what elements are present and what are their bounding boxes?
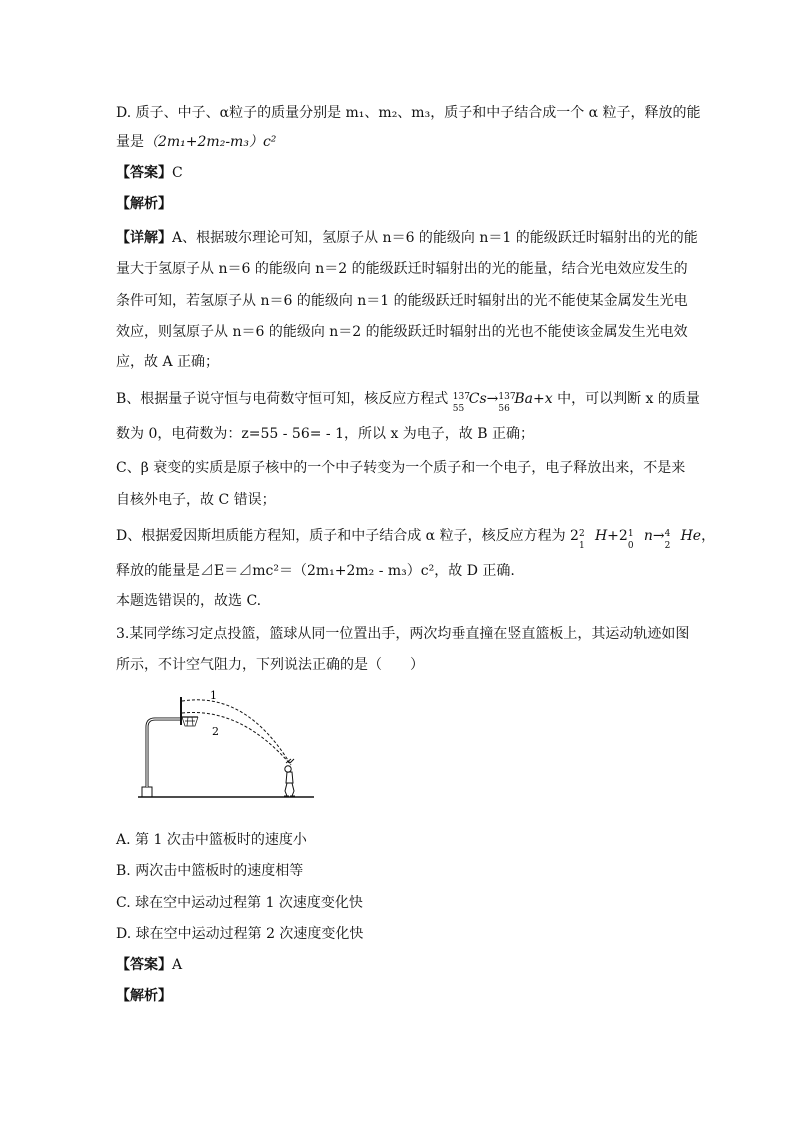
detail-a-line3: 条件可知，若氢原子从 n＝6 的能级向 n＝1 的能级跃迁时辐射出的光不能使某金属发生光电 [116, 293, 688, 309]
option-d-line1: D. 质子、中子、α粒子的质量分别是 m₁、m₂、m₃，质子和中子结合成一个 α 粒子，释放的能 [116, 105, 701, 121]
option-b: B. 两次击中篮板时的速度相等 [116, 863, 304, 879]
detail-b-line2: 数为 0，电荷数为：z=55 - 56= - 1，所以 x 为电子，故 B 正确； [116, 426, 534, 442]
n-coef: +2 [607, 528, 628, 544]
answer-row-1 [116, 163, 686, 183]
analysis-row-1 [116, 194, 686, 214]
detail-d-line2: 释放的能量是⊿E＝⊿mc²＝（2m₁+2m₂ - m₃）c²，故 D 正确. [116, 563, 515, 579]
detail-a-line2: 量大于氢原子从 n＝6 的能级向 n＝2 的能级跃迁时辐射出的光的能量，结合光电效应发生的 [116, 261, 688, 277]
conclusion: 本题选错误的，故选 C. [116, 593, 262, 609]
trajectory-1 [182, 700, 291, 765]
h-symbol: H [594, 528, 608, 544]
trajectory-label-2: 2 [212, 725, 219, 738]
option-a: A. 第 1 次击中篮板时的速度小 [116, 832, 307, 848]
answer-value-2: A [172, 957, 183, 973]
ba-symbol: Ba+x [514, 391, 553, 407]
analysis-row-2 [116, 986, 686, 1006]
he-nuclide-numbers: 4 2 [664, 529, 671, 551]
detail-b-prefix: B、根据量子说守恒与电荷数守恒可知，核反应方程式 [116, 391, 449, 407]
cs-symbol: Cs [468, 391, 487, 407]
net [182, 717, 198, 726]
detail-a-line5: 应，故 A 正确； [116, 354, 220, 370]
option-c: C. 球在空中运动过程第 1 次速度变化快 [116, 895, 363, 911]
detail-b-line1 [116, 389, 700, 414]
h-nuclide-numbers: 2 1 [578, 529, 585, 551]
detail-c-line2: 自核外电子，故 C 错误； [116, 492, 276, 508]
analysis-tag: 【解析】 [116, 196, 172, 212]
reaction-arrow-2: → [652, 528, 665, 544]
option-d-formula: （2m₁+2m₂-m₃）c² [144, 134, 277, 150]
question3-line2: 所示，不计空气阻力，下列说法正确的是（ ） [116, 657, 424, 673]
detail-d-prefix: D、根据爱因斯坦质能方程知，质子和中子结合成 α 粒子，核反应方程为 [116, 528, 566, 544]
he-symbol: He [680, 528, 702, 544]
detail-a-line4: 效应，则氢原子从 n＝6 的能级向 n＝2 的能级跃迁时辐射出的光也不能使该金属发生光电效 [116, 324, 688, 340]
detail-b-suffix: 中，可以判断 x 的质量 [557, 391, 700, 407]
option-d-prefix: 量是 [116, 134, 144, 150]
answer-value: C [172, 165, 183, 181]
cs-nuclide-numbers: 137 55 [452, 392, 470, 414]
n-symbol: n [643, 528, 653, 544]
answer-tag: 【答案】 [116, 165, 172, 181]
detail-a-line1 [116, 228, 698, 248]
detail-d-line1: D、根据爱因斯坦质能方程知，质子和中子结合成 α 粒子，核反应方程为 2 2 1 H+2 1 0 n→ 4 2 He， [116, 528, 716, 551]
option-d-line2 [116, 132, 686, 152]
h-coef: 2 [570, 528, 579, 544]
basketball-trajectory-figure [136, 683, 316, 803]
trajectory-label-1: 1 [210, 689, 217, 702]
trajectory-2 [182, 712, 291, 765]
answer-tag-2: 【答案】 [116, 957, 172, 973]
ba-nuclide-numbers: 137 56 [498, 392, 516, 414]
detail-tag: 【详解】 [116, 230, 172, 246]
analysis-tag-2: 【解析】 [116, 988, 172, 1004]
reaction-arrow: → [486, 391, 499, 407]
detail-c-line1: C、β 衰变的实质是原子核中的一个中子转变为一个质子和一个电子，电子释放出来，不是来 [116, 460, 686, 476]
question3-line1: 3.某同学练习定点投篮，篮球从同一位置出手，两次均垂直撞在竖直篮板上，其运动轨迹如图 [116, 626, 690, 642]
player-figure [284, 759, 295, 796]
option-d: D. 球在空中运动过程第 2 次速度变化快 [116, 926, 364, 942]
answer-row-2 [116, 955, 686, 975]
n-nuclide-numbers: 1 0 [627, 529, 634, 551]
pole-base [142, 787, 152, 797]
hoop-pole [147, 719, 180, 787]
detail-a-text1: A、根据玻尔理论可知，氢原子从 n＝6 的能级向 n＝1 的能级跃迁时辐射出的光的能 [172, 230, 698, 246]
